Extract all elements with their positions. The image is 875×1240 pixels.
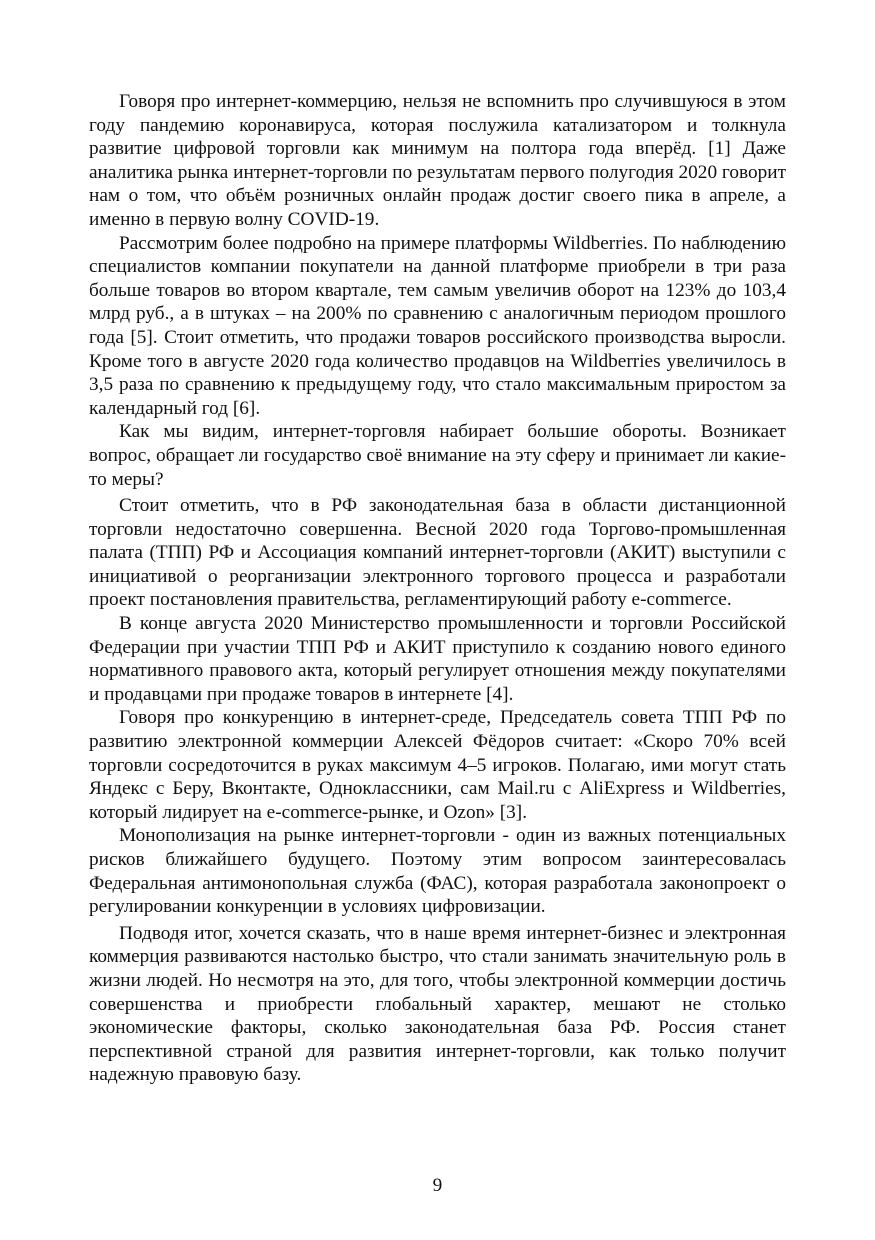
paragraph-monopolization: Монополизация на рынке интернет-торговли - один из важных потенциальных рисков ближайшего будущего. Поэтому этим вопросом заинтересовалась Федеральная антимонопольная служба (ФАС), которая разработала законопроект о регулировании конкуренции в условиях цифровизации. bbox=[89, 825, 786, 918]
paragraph-government-question: Как мы видим, интернет-торговля набирает большие обороты. Возникает вопрос, обращает ли государство своё внимание на эту сферу и принимает ли какие-то меры? bbox=[89, 421, 786, 490]
paragraph-legislation: Стоит отметить, что в РФ законодательная база в области дистанционной торговли недостаточно совершенна. Весной 2020 года Торгово-промышленная палата (ТПП) РФ и Ассоциация компаний интернет-торговли (АКИТ) выступили с инициативой о реорганизации электронного торгового процесса и разработали проект постановления правительства, регламентирующий работу e-commerce. bbox=[89, 495, 786, 611]
paragraph-pandemic: Говоря про интернет-коммерцию, нельзя не вспомнить про случившуюся в этом году пандемию коронавируса, которая послужила катализатором и толкнула развитие цифровой торговли как минимум на полтора года вперёд. [1] Даже аналитика рынка интернет-торговли по результатам первого полугодия 2020 говорит нам о том, что объём розничных онлайн продаж достиг своего пика в апреле, а именно в первую волну COVID-19. bbox=[89, 91, 786, 230]
paragraph-competition: Говоря про конкуренцию в интернет-среде, Председатель совета ТПП РФ по развитию электронной коммерции Алексей Фёдоров считает: «Скоро 70% всей торговли сосредоточится в руках максимум 4–5 игроков. Полагаю, ими могут стать Яндекс с Беру, Вконтакте, Одноклассники, сам Mail.ru с AliExpress и Wildberries, который лидирует на e-commerce-рынке, и Ozon» [3]. bbox=[89, 707, 786, 823]
paragraph-conclusion: Подводя итог, хочется сказать, что в наше время интернет-бизнес и электронная коммерция развиваются настолько быстро, что стали занимать значительную роль в жизни людей. Но несмотря на это, для того, чтобы электронной коммерции достичь совершенства и приобрести глобальный характер, мешают не столько экономические факторы, сколько законодательная база РФ. Россия станет перспективной страной для развития интернет-торговли, как только получит надежную правовую базу. bbox=[89, 922, 786, 1086]
paragraph-wildberries: Рассмотрим более подробно на примере платформы Wildberries. По наблюдению специалистов компании покупатели на данной платформе приобрели в три раза больше товаров во втором квартале, тем самым увеличив оборот на 123% до 103,4 млрд руб., а в штуках – на 200% по сравнению с аналогичным периодом прошлого года [5]. Стоит отметить, что продажи товаров российского производства выросли. Кроме того в августе 2020 года количество продавцов на Wildberries увеличилось в 3,5 раза по сравнению к предыдущему году, что стало максимальным приростом за календарный год [6]. bbox=[89, 232, 786, 419]
paragraph-ministry: В конце августа 2020 Министерство промышленности и торговли Российской Федерации при участии ТПП РФ и АКИТ приступило к созданию нового единого нормативного правового акта, который регулирует отношения между покупателями и продавцами при продаже товаров в интернете [4]. bbox=[89, 613, 786, 705]
page-number: 9 bbox=[432, 1175, 443, 1196]
body-text bbox=[89, 90, 786, 1087]
